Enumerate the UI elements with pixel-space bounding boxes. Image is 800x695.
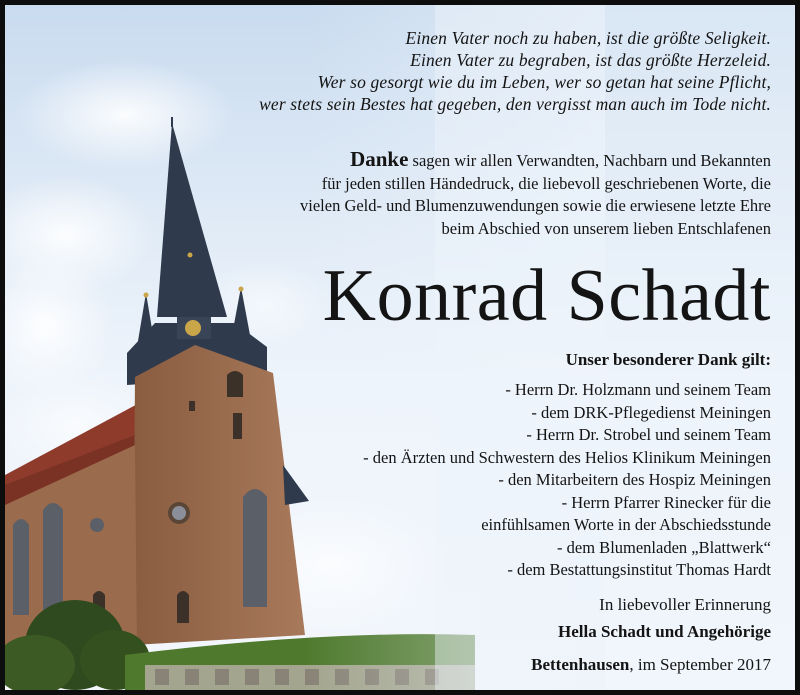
special-thanks-item: - den Ärzten und Schwestern des Helios Klinikum Meiningen [363, 447, 771, 467]
special-thanks-item: - den Mitarbeitern des Hospiz Meiningen [498, 470, 771, 489]
thanks-line: für jeden stillen Händedruck, die liebevoll geschriebenen Worte, die [321, 173, 771, 193]
deceased-name: Konrad Schadt [322, 255, 771, 337]
church-tower [133, 345, 305, 645]
clock-icon [185, 320, 201, 336]
poem-line: Einen Vater zu begraben, ist das größte Herzeleid. [410, 50, 771, 70]
special-thanks-item: - dem Blumenladen „Blattwerk“ [557, 537, 771, 557]
poem [259, 27, 771, 115]
thanks-line: beim Abschied von unserem lieben Entschlafenen [441, 218, 771, 238]
special-thanks-item: einfühlsamen Worte in der Abschiedsstunde [481, 515, 771, 534]
poem-line: Wer so gesorgt wie du im Leben, wer so getan hat seine Pflicht, [317, 72, 771, 92]
special-thanks-list [363, 379, 771, 582]
thanks-first-line-rest: sagen wir allen Verwandten, Nachbarn und Bekannten [408, 151, 771, 170]
place-date [531, 655, 771, 675]
special-thanks-title: Unser besonderer Dank gilt: [565, 350, 771, 369]
special-thanks-item: - Herrn Dr. Holzmann und seinem Team [505, 380, 771, 399]
thanks-line: vielen Geld- und Blumenzuwendungen sowie die erwiesene letzte Ehre [300, 196, 771, 215]
memory-line: In liebevoller Erinnerung [599, 595, 771, 614]
special-thanks-item: - dem Bestattungsinstitut Thomas Hardt [507, 560, 771, 579]
special-thanks-item: - dem DRK-Pflegedienst Meiningen [531, 402, 771, 422]
special-thanks-item: - Herrn Dr. Strobel und seinem Team [526, 425, 771, 444]
place-name: Bettenhausen [531, 655, 630, 674]
thanks-first-line [300, 148, 771, 173]
thanks-paragraph [300, 148, 771, 240]
date-text: , im September 2017 [629, 655, 771, 674]
poem-line: Einen Vater noch zu haben, ist die größte Seligkeit. [405, 28, 771, 48]
family-signature: Hella Schadt und Angehörige [557, 622, 771, 641]
poem-line: wer stets sein Bestes hat gegeben, den vergisst man auch im Tode nicht. [259, 94, 771, 114]
special-thanks-item: - Herrn Pfarrer Rinecker für die [561, 492, 771, 512]
danke-word: Danke [350, 147, 409, 171]
